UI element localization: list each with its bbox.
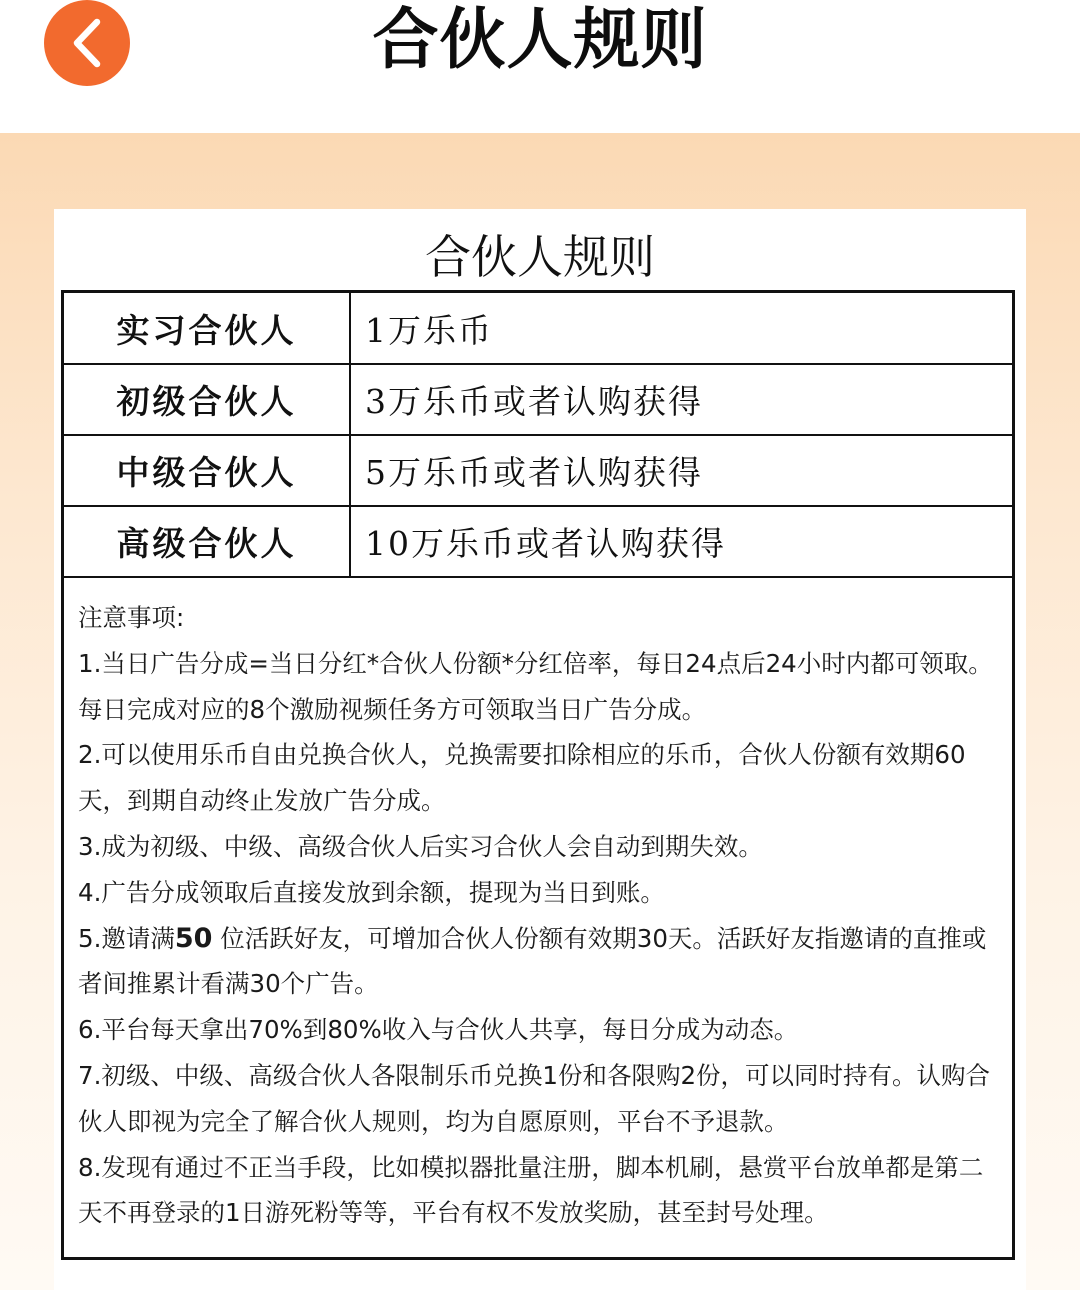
rules-card <box>54 209 1026 1290</box>
note-item: 8.发现有通过不正当手段，比如模拟器批量注册，脚本机刷，悬赏平台放单都是第二天不再登录的1日游死粉等等，平台有权不发放奖励，甚至封号处理。 <box>78 1152 984 1228</box>
note-item: 3.成为初级、中级、高级合伙人后实习合伙人会自动到期失效。 <box>78 831 763 861</box>
level-name: 初级合伙人 <box>64 364 350 435</box>
level-name: 实习合伙人 <box>64 293 350 364</box>
rules-box <box>61 290 1015 1260</box>
note-item <box>78 916 1004 1008</box>
note-number: 50 <box>174 922 213 954</box>
level-requirement: 10万乐币或者认购获得 <box>350 506 1012 577</box>
note-text: 位活跃好友，可增加合伙人份额有效期30天。活跃好友指邀请的直推或者间推累计看满30个广告。 <box>78 923 987 999</box>
table-row <box>64 506 1012 577</box>
table-row <box>64 293 1012 364</box>
level-requirement: 3万乐币或者认购获得 <box>350 364 1012 435</box>
note-item: 4.广告分成领取后直接发放到余额，提现为当日到账。 <box>78 877 665 907</box>
note-item: 7.初级、中级、高级合伙人各限制乐币兑换1份和各限购2份，可以同时持有。认购合伙人即视为完全了解合伙人规则，均为自愿原则，平台不予退款。 <box>78 1060 991 1136</box>
header-bar <box>0 0 1080 133</box>
level-requirement: 1万乐币 <box>350 293 1012 364</box>
note-item: 1.当日广告分成=当日分红*合伙人份额*分红倍率，每日24点后24小时内都可领取。每日完成对应的8个激励视频任务方可领取当日广告分成。 <box>78 648 993 724</box>
level-name: 高级合伙人 <box>64 506 350 577</box>
note-item: 6.平台每天拿出70%到80%收入与合伙人共享，每日分成为动态。 <box>78 1015 799 1045</box>
notes-heading: 注意事项: <box>78 603 185 632</box>
level-name: 中级合伙人 <box>64 435 350 506</box>
partner-level-table <box>64 293 1012 578</box>
note-item: 2.可以使用乐币自由兑换合伙人，兑换需要扣除相应的乐币，合伙人份额有效期60天，到期自动终止发放广告分成。 <box>78 740 966 816</box>
table-row <box>64 435 1012 506</box>
page-title: 合伙人规则 <box>372 1 708 78</box>
table-row <box>64 364 1012 435</box>
notes-section <box>78 595 1004 1236</box>
note-text: 5.邀请满 <box>78 923 175 953</box>
card-title: 合伙人规则 <box>425 230 655 284</box>
level-requirement: 5万乐币或者认购获得 <box>350 435 1012 506</box>
